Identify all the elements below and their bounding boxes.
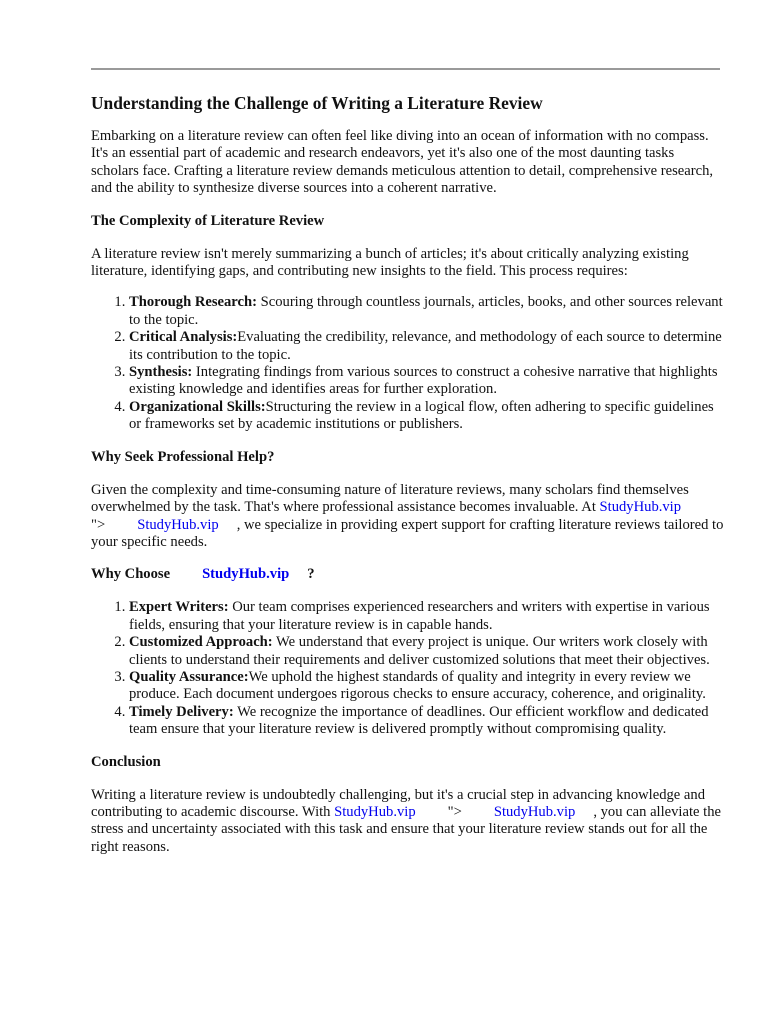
help-text-after: , we specialize in providing expert support for crafting literature reviews tailored to your specific needs. (91, 516, 724, 550)
list-item (129, 364, 725, 399)
conclusion-text-before: Writing a literature review is undoubtedly challenging, but it's a crucial step in advancing knowledge and contributing to academic discourse. With (91, 786, 705, 820)
list-item-label: Synthesis: (129, 364, 193, 381)
help-text-before: Given the complexity and time-consuming nature of literature reviews, many scholars find themselves overwhelmed by the task. That's where professional assistance becomes invaluable. At (91, 481, 689, 516)
list-item-text: Evaluating the credibility, relevance, and methodology of each source to determine its contribution to the topic. (129, 329, 722, 363)
list-item (129, 294, 725, 329)
document-body (91, 92, 725, 870)
list-item (129, 329, 725, 364)
list-item-text: We uphold the highest standards of quality and integrity in every review we produce. Each document undergoes rigorous checks to ensure accuracy, coherence, and originality. (129, 668, 706, 703)
studyhub-link[interactable]: StudyHub.vip (137, 516, 219, 533)
choose-heading-prefix: Why Choose (91, 566, 171, 583)
conclusion-paragraph (91, 787, 725, 857)
list-item (129, 634, 725, 669)
complexity-paragraph: A literature review isn't merely summarizing a bunch of articles; it's about critically analyzing existing literature, identifying gaps, and contributing new insights to the field. This process requires: (91, 245, 689, 280)
list-item (129, 704, 725, 739)
list-item-label: Expert Writers: (129, 599, 229, 616)
conclusion-text-after: , you can alleviate the stress and uncertainty associated with this task and ensure that your literature review stands out for all the right reasons. (91, 803, 721, 855)
choose-list (91, 599, 725, 738)
list-item-text: Scouring through countless journals, articles, books, and other sources relevant to the topic. (129, 294, 723, 328)
studyhub-link[interactable]: StudyHub.vip (493, 803, 576, 820)
list-item-label: Customized Approach: (129, 634, 273, 651)
list-item-label: Thorough Research: (129, 294, 257, 311)
list-item-label: Critical Analysis: (129, 329, 238, 346)
studyhub-link[interactable]: StudyHub.vip (334, 803, 416, 820)
help-paragraph (91, 482, 725, 552)
list-item-label: Quality Assurance: (129, 668, 249, 685)
page-title: Understanding the Challenge of Writing a Literature Review (91, 93, 543, 113)
list-item (129, 669, 725, 704)
list-item-label: Organizational Skills: (129, 398, 266, 415)
conclusion-heading: Conclusion (91, 753, 161, 770)
help-heading: Why Seek Professional Help? (91, 448, 275, 465)
list-item-text: Our team comprises experienced researchers and writers with expertise in various fields, ensuring that your literature review is in capable hands. (129, 599, 710, 633)
top-divider (91, 68, 720, 70)
list-item-text: Structuring the review in a logical flow, often adhering to specific guidelines or frameworks set by academic institutions or publishers. (129, 398, 714, 433)
help-separator: "> (91, 516, 106, 533)
list-item (129, 599, 725, 634)
intro-paragraph: Embarking on a literature review can often feel like diving into an ocean of information with no compass. It's an essential part of academic and research endeavors, yet it's also one of the most daunting tasks scholars face. Crafting a literature review demands meticulous attention to detail, comprehensive research, and the ability to synthesize diverse sources into a coherent narrative. (91, 128, 714, 197)
studyhub-link[interactable]: StudyHub.vip (599, 499, 682, 516)
conclusion-separator: "> (447, 803, 462, 820)
list-item-text: Integrating findings from various sources to construct a cohesive narrative that highlights existing knowledge and identifies areas for further exploration. (129, 364, 718, 398)
list-item-label: Timely Delivery: (129, 703, 234, 720)
list-item-text: We recognize the importance of deadlines. Our efficient workflow and dedicated team ensure that your literature review is delivered promptly without compromising quality. (129, 703, 709, 738)
choose-heading-link[interactable]: StudyHub.vip (202, 566, 290, 583)
list-item (129, 399, 725, 434)
choose-heading-suffix: ? (307, 566, 315, 583)
complexity-list (91, 294, 725, 433)
complexity-heading: The Complexity of Literature Review (91, 212, 325, 229)
list-item-text: We understand that every project is unique. Our writers work closely with clients to understand their requirements and deliver customized solutions that meet their objectives. (129, 634, 710, 668)
choose-heading (91, 566, 725, 583)
